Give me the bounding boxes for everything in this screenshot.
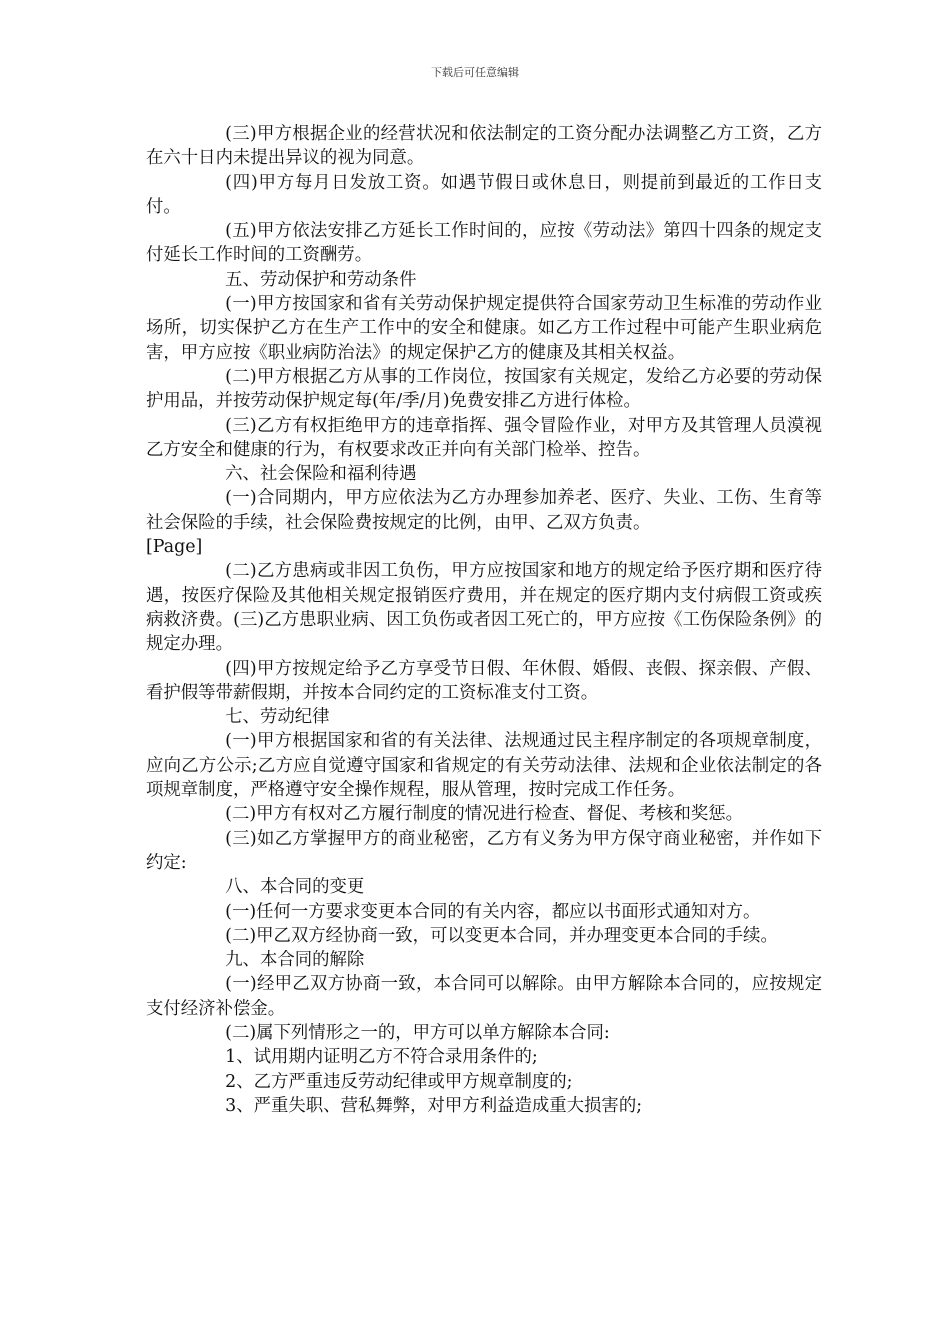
paragraph: (一)任何一方要求变更本合同的有关内容，都应以书面形式通知对方。 — [225, 901, 761, 922]
paragraph: (二)甲方有权对乙方履行制度的情况进行检查、督促、考核和奖惩。 — [225, 804, 744, 825]
section-heading: 九、本合同的解除 — [225, 950, 365, 971]
paragraph: (三)甲方根据企业的经营状况和依法制定的工资分配办法调整乙方工资，乙方在六十日内未提出异议的视为同意。 — [146, 124, 822, 169]
document-body — [146, 122, 822, 1118]
page-marker: [Page] — [146, 537, 203, 558]
paragraph: (二)甲方根据乙方从事的工作岗位，按国家有关规定，发给乙方必要的劳动保护用品，并按劳动保护规定每(年/季/月)免费安排乙方进行体检。 — [146, 366, 822, 412]
section-heading: 六、社会保险和福利待遇 — [225, 464, 417, 485]
paragraph: (一)甲方根据国家和省的有关法律、法规通过民主程序制定的各项规章制度，应向乙方公示;乙方应自觉遵守国家和省规定的有关劳动法律、法规和企业依法制定的各项规章制度，严格遵守安全操作规程，服从管理，按时完成工作任务。 — [146, 731, 822, 801]
paragraph: (一)经甲乙双方协商一致，本合同可以解除。由甲方解除本合同的，应按规定支付经济补偿金。 — [146, 974, 822, 1019]
list-item: 2、乙方严重违反劳动纪律或甲方规章制度的; — [225, 1071, 573, 1092]
section-heading: 八、本合同的变更 — [225, 877, 365, 898]
paragraph: (一)合同期内，甲方应依法为乙方办理参加养老、医疗、失业、工伤、生育等社会保险的手续，社会保险费按规定的比例，由甲、乙双方负责。 — [146, 488, 822, 533]
list-item: 1、试用期内证明乙方不符合录用条件的; — [225, 1047, 538, 1068]
paragraph: (二)甲乙双方经协商一致，可以变更本合同，并办理变更本合同的手续。 — [225, 925, 778, 946]
list-item: 3、严重失职、营私舞弊，对甲方利益造成重大损害的; — [225, 1095, 643, 1116]
paragraph: (三)乙方有权拒绝甲方的违章指挥、强令冒险作业，对甲方及其管理人员漠视乙方安全和健康的行为，有权要求改正并向有关部门检举、控告。 — [146, 415, 822, 460]
section-heading: 七、劳动纪律 — [225, 707, 330, 728]
paragraph: (三)如乙方掌握甲方的商业秘密，乙方有义务为甲方保守商业秘密，并作如下约定: — [146, 828, 822, 873]
paragraph: (四)甲方每月日发放工资。如遇节假日或休息日，则提前到最近的工作日支付。 — [146, 172, 822, 217]
paragraph: (二)乙方患病或非因工负伤，甲方应按国家和地方的规定给予医疗期和医疗待遇，按医疗保险及其他相关规定报销医疗费用，并在规定的医疗期内支付病假工资或疾病救济费。(三)乙方患职业病、因工负伤或者因工死亡的，甲方应按《工伤保险条例》的规定办理。 — [146, 561, 822, 655]
paragraph: (五)甲方依法安排乙方延长工作时间的，应按《劳动法》第四十四条的规定支付延长工作时间的工资酬劳。 — [146, 221, 822, 266]
paragraph: (一)甲方按国家和省有关劳动保护规定提供符合国家劳动卫生标准的劳动作业场所，切实保护乙方在生产工作中的安全和健康。如乙方工作过程中可能产生职业病危害，甲方应按《职业病防治法》的规定保护乙方的健康及其相关权益。 — [146, 294, 822, 363]
paragraph: (二)属下列情形之一的，甲方可以单方解除本合同: — [225, 1022, 610, 1043]
paragraph: (四)甲方按规定给予乙方享受节日假、年休假、婚假、丧假、探亲假、产假、看护假等带薪假期，并按本合同约定的工资标准支付工资。 — [146, 658, 822, 703]
page-header-note: 下载后可任意编辑 — [431, 66, 519, 79]
section-heading: 五、劳动保护和劳动条件 — [225, 269, 417, 290]
